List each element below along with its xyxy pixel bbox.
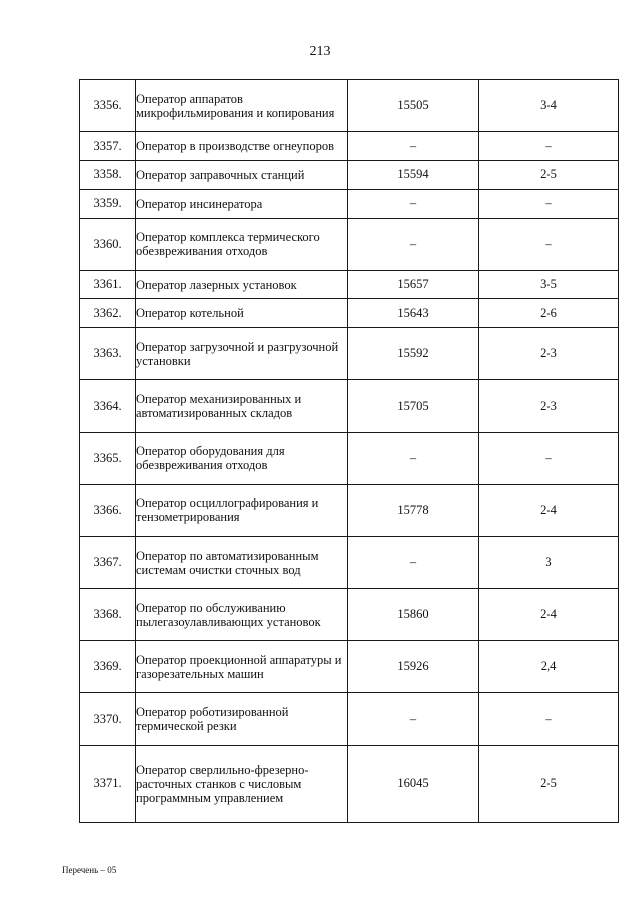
row-number: 3371. — [80, 745, 136, 822]
page-number: 213 — [309, 44, 331, 59]
row-number: 3368. — [80, 589, 136, 641]
occupation-name: Оператор инсинератора — [136, 189, 348, 218]
row-number: 3357. — [80, 132, 136, 161]
row-number: 3367. — [80, 536, 136, 588]
occupations-table — [79, 79, 619, 823]
qualification-grade: 3-4 — [479, 80, 619, 132]
occupation-name: Оператор механизированных и автоматизированных складов — [136, 380, 348, 432]
table-row — [80, 132, 619, 161]
table-row — [80, 189, 619, 218]
qualification-grade: – — [479, 218, 619, 270]
row-number: 3369. — [80, 641, 136, 693]
qualification-grade: 2-3 — [479, 380, 619, 432]
occupation-code: – — [348, 693, 479, 745]
table-row — [80, 432, 619, 484]
occupation-code: – — [348, 189, 479, 218]
qualification-grade: 2-5 — [479, 745, 619, 822]
table-row — [80, 299, 619, 328]
row-number: 3365. — [80, 432, 136, 484]
row-number: 3360. — [80, 218, 136, 270]
table-row — [80, 589, 619, 641]
occupation-name: Оператор по автоматизированным системам очистки сточных вод — [136, 536, 348, 588]
table-row — [80, 380, 619, 432]
row-number: 3366. — [80, 484, 136, 536]
occupation-name: Оператор в производстве огнеупоров — [136, 132, 348, 161]
occupation-name: Оператор по обслуживанию пылегазоулавливающих установок — [136, 589, 348, 641]
occupation-name: Оператор заправочных станций — [136, 160, 348, 189]
occupation-name: Оператор котельной — [136, 299, 348, 328]
occupation-name: Оператор лазерных установок — [136, 270, 348, 299]
occupation-code: 15643 — [348, 299, 479, 328]
table-row — [80, 80, 619, 132]
qualification-grade: 2,4 — [479, 641, 619, 693]
occupation-name: Оператор аппаратов микрофильмирования и копирования — [136, 80, 348, 132]
row-number: 3356. — [80, 80, 136, 132]
qualification-grade: 2-4 — [479, 484, 619, 536]
occupation-code: 15505 — [348, 80, 479, 132]
occupation-name: Оператор комплекса термического обезвреживания отходов — [136, 218, 348, 270]
qualification-grade: – — [479, 189, 619, 218]
occupation-name: Оператор загрузочной и разгрузочной установки — [136, 328, 348, 380]
occupation-name: Оператор проекционной аппаратуры и газорезательных машин — [136, 641, 348, 693]
occupation-code: 15594 — [348, 160, 479, 189]
qualification-grade: 2-3 — [479, 328, 619, 380]
row-number: 3359. — [80, 189, 136, 218]
row-number: 3363. — [80, 328, 136, 380]
qualification-grade: 2-6 — [479, 299, 619, 328]
qualification-grade: 3-5 — [479, 270, 619, 299]
occupation-code: 15926 — [348, 641, 479, 693]
occupation-code: 15657 — [348, 270, 479, 299]
occupation-code: 15860 — [348, 589, 479, 641]
qualification-grade: – — [479, 132, 619, 161]
row-number: 3362. — [80, 299, 136, 328]
table-row — [80, 160, 619, 189]
table-row — [80, 484, 619, 536]
table-row — [80, 536, 619, 588]
occupation-code: – — [348, 132, 479, 161]
occupation-name: Оператор сверлильно-фрезерно-расточных станков с числовым программным управлением — [136, 745, 348, 822]
occupation-name: Оператор осциллографирования и тензометрирования — [136, 484, 348, 536]
occupation-code: 15592 — [348, 328, 479, 380]
row-number: 3370. — [80, 693, 136, 745]
table-row — [80, 218, 619, 270]
occupations-table-body — [80, 80, 619, 823]
occupation-name: Оператор роботизированной термической резки — [136, 693, 348, 745]
occupation-name: Оператор оборудования для обезвреживания отходов — [136, 432, 348, 484]
qualification-grade: 2-4 — [479, 589, 619, 641]
row-number: 3358. — [80, 160, 136, 189]
qualification-grade: – — [479, 693, 619, 745]
table-row — [80, 641, 619, 693]
table-row — [80, 693, 619, 745]
row-number: 3364. — [80, 380, 136, 432]
qualification-grade: – — [479, 432, 619, 484]
occupation-code: – — [348, 432, 479, 484]
occupation-code: 15705 — [348, 380, 479, 432]
occupation-code: 16045 — [348, 745, 479, 822]
occupation-code: – — [348, 218, 479, 270]
table-row — [80, 745, 619, 822]
occupation-code: 15778 — [348, 484, 479, 536]
table-row — [80, 270, 619, 299]
qualification-grade: 3 — [479, 536, 619, 588]
table-row — [80, 328, 619, 380]
qualification-grade: 2-5 — [479, 160, 619, 189]
row-number: 3361. — [80, 270, 136, 299]
occupation-code: – — [348, 536, 479, 588]
footer-caption: Перечень – 05 — [62, 865, 117, 875]
